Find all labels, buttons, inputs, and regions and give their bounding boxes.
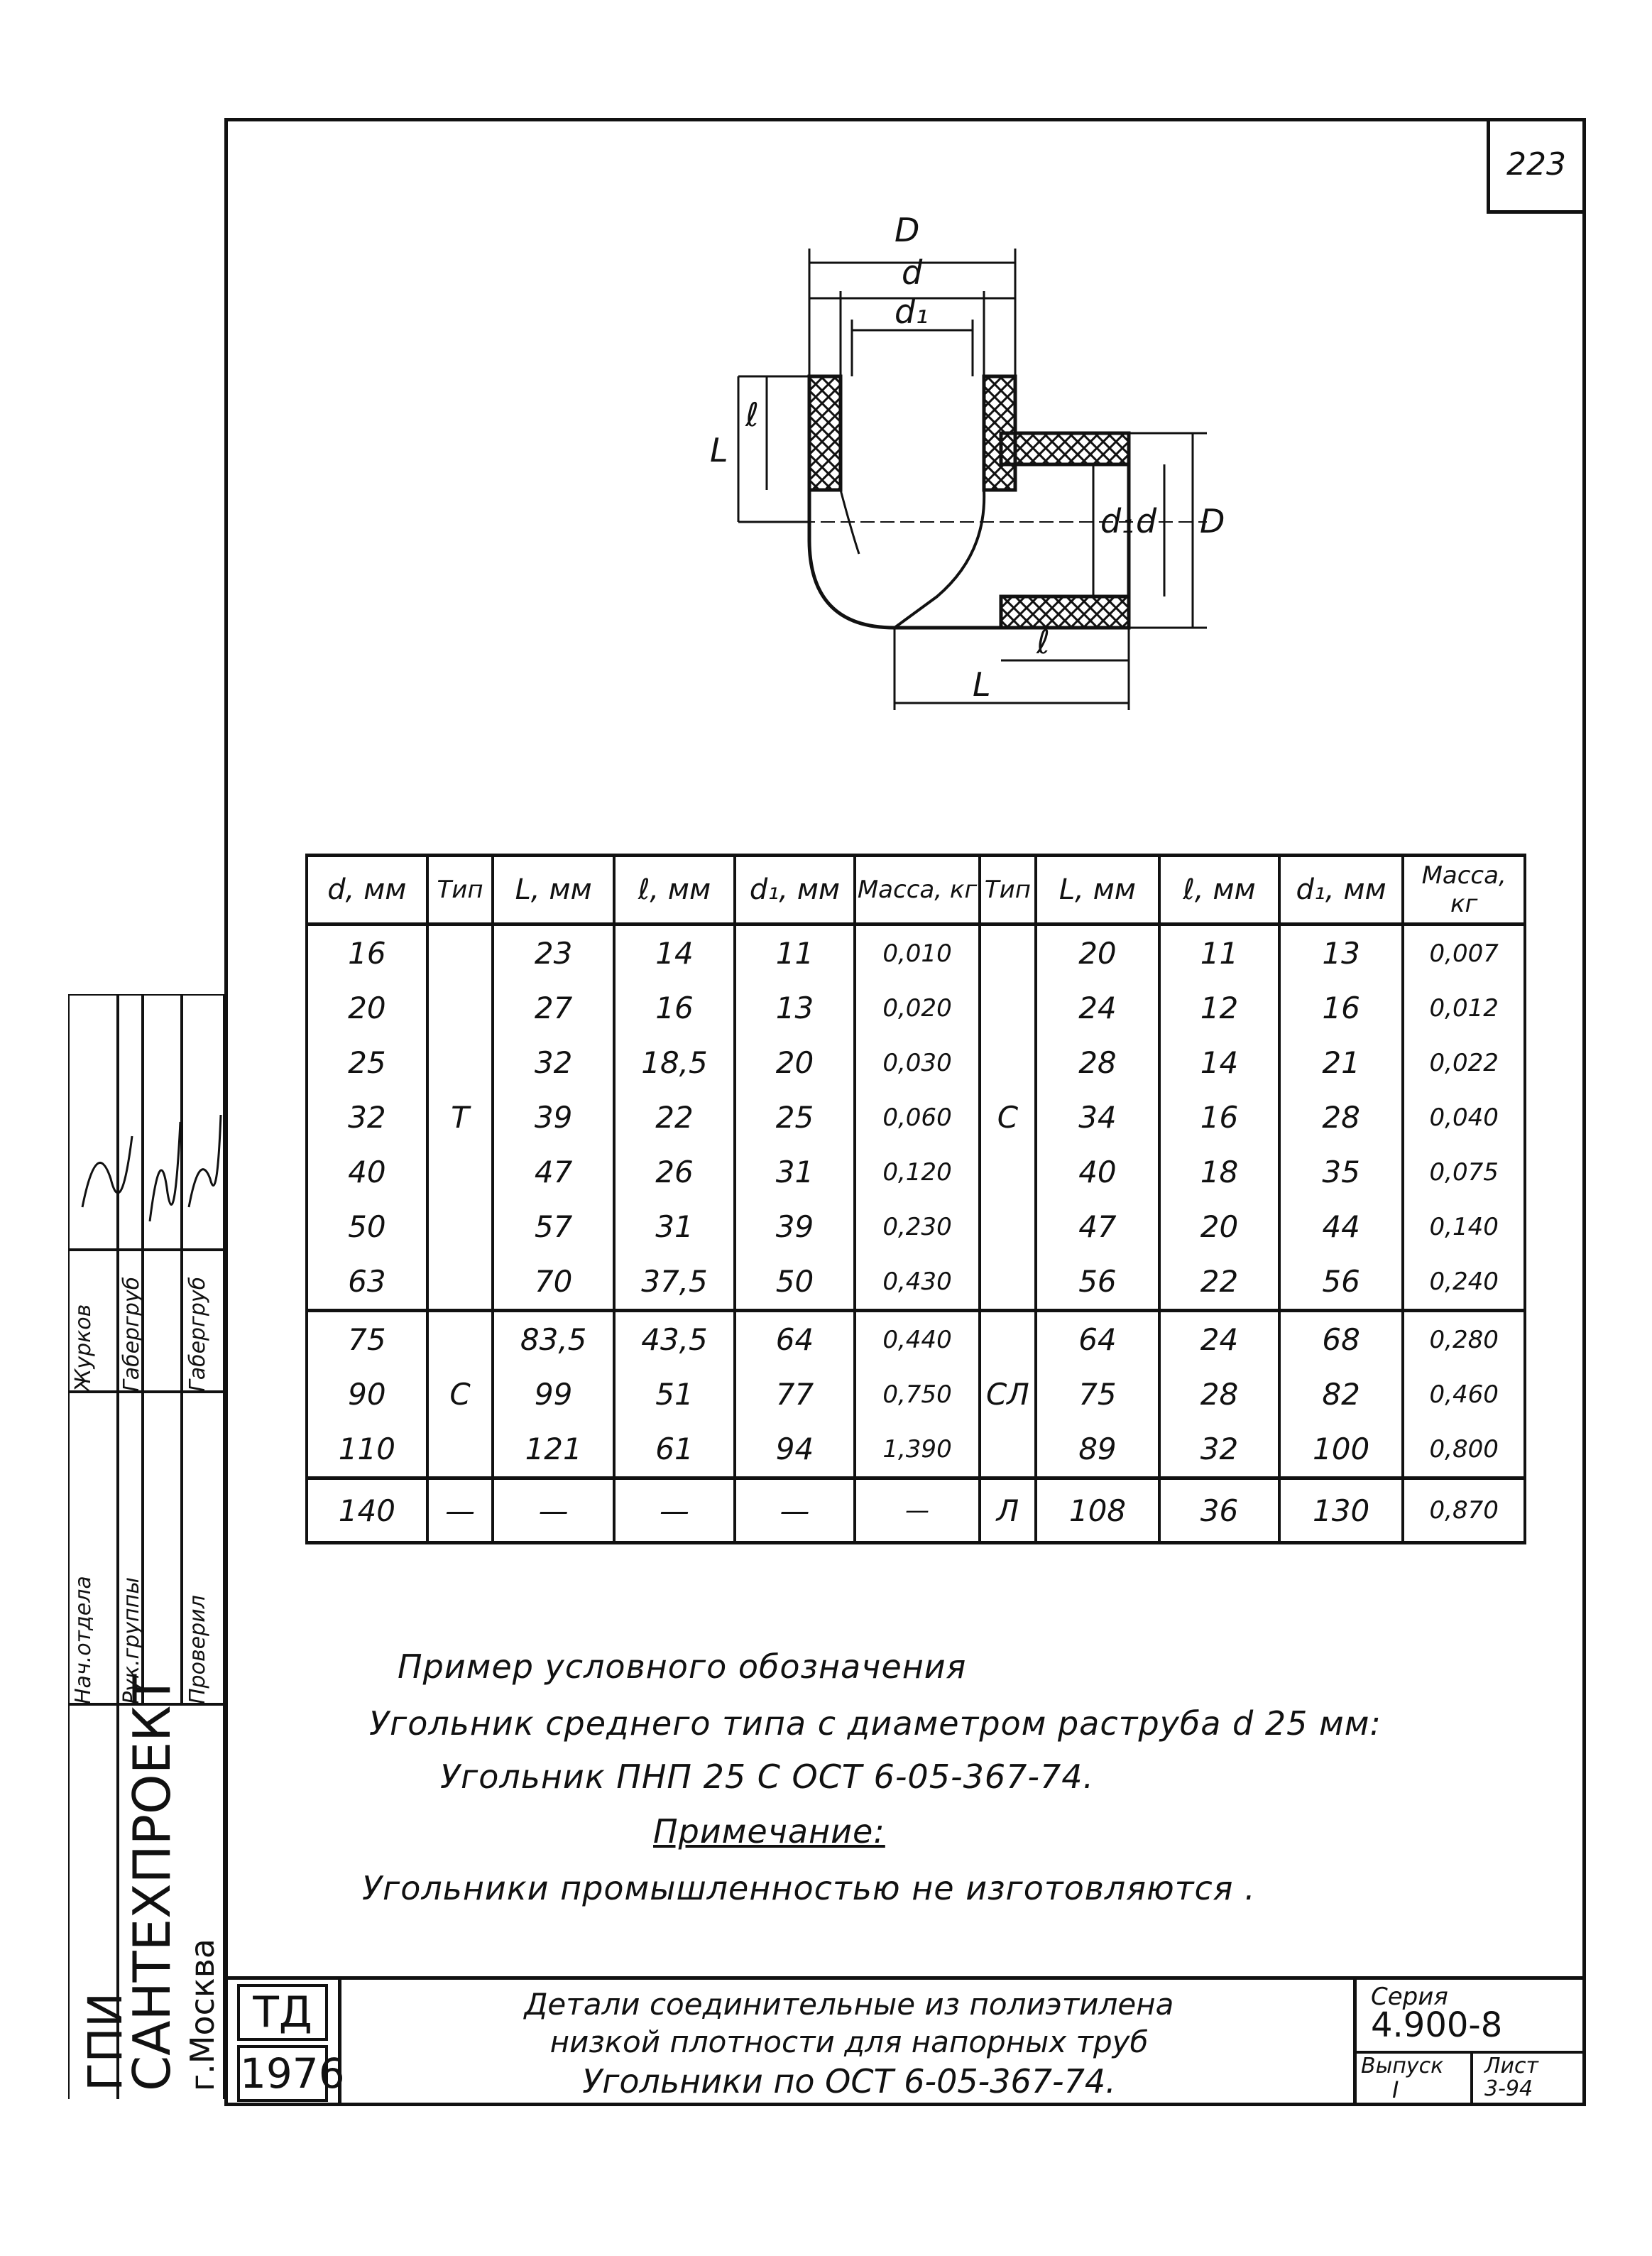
stamp-role-3: Проверил [185, 1595, 210, 1704]
table-cell [980, 1145, 1036, 1199]
label-d1-top: d₁ [895, 293, 929, 331]
table-cell: 21 [1279, 1035, 1403, 1090]
table-cell [980, 1035, 1036, 1090]
table-cell: — [855, 1478, 980, 1543]
table-cell: 99 [493, 1367, 613, 1422]
col-header: Масса, кг [855, 856, 980, 925]
table-cell [427, 925, 493, 981]
table-cell: 57 [493, 1199, 613, 1254]
table-cell: 23 [493, 925, 613, 981]
table-cell: 0,030 [855, 1035, 980, 1090]
table-cell: 82 [1279, 1367, 1403, 1422]
table-cell: 22 [1159, 1254, 1279, 1311]
table-cell: 1,390 [855, 1422, 980, 1478]
table-cell: 40 [1036, 1145, 1159, 1199]
table-cell [427, 1422, 493, 1478]
table-cell [980, 1199, 1036, 1254]
table-cell: 16 [307, 925, 427, 981]
table-cell: 0,120 [855, 1145, 980, 1199]
title-line-2: низкой плотности для напорных труб [549, 2025, 1149, 2059]
table-cell [980, 1422, 1036, 1478]
table-cell: 47 [1036, 1199, 1159, 1254]
table-cell [427, 1254, 493, 1311]
table-cell: 64 [1036, 1311, 1159, 1368]
table-cell: 90 [307, 1367, 427, 1422]
series-value: 4.900-8 [1371, 2005, 1503, 2045]
stamp-org-3: г.Москва [183, 1939, 221, 2091]
table-row [307, 1035, 1525, 1090]
table-cell: 0,020 [855, 981, 980, 1035]
elbow-drawing [682, 199, 1264, 739]
table-cell: 28 [1036, 1035, 1159, 1090]
table-cell [427, 981, 493, 1035]
table-cell: 31 [735, 1145, 855, 1199]
col-header: Масса, кг [1403, 856, 1525, 925]
table-cell: 47 [493, 1145, 613, 1199]
table-cell: 0,010 [855, 925, 980, 981]
table-row [307, 1478, 1525, 1543]
table-cell: 0,140 [1403, 1199, 1525, 1254]
table-cell: Л [980, 1478, 1036, 1543]
table-cell: 130 [1279, 1478, 1403, 1543]
table-cell: 39 [735, 1199, 855, 1254]
table-header-row [307, 856, 1525, 925]
series-label: Серия [1371, 1983, 1448, 2011]
table-cell [980, 981, 1036, 1035]
example-title: Пример условного обозначения [398, 1647, 967, 1686]
table-cell: 16 [1279, 981, 1403, 1035]
right-socket-top-wall [1001, 433, 1129, 464]
col-header: d₁, мм [1279, 856, 1403, 925]
table-cell: 0,240 [1403, 1254, 1525, 1311]
table-cell: СЛ [980, 1367, 1036, 1422]
table-cell: 0,007 [1403, 925, 1525, 981]
table-cell: 13 [735, 981, 855, 1035]
title-block [224, 1976, 1582, 2106]
table-cell [980, 1311, 1036, 1368]
td-cell [224, 1980, 345, 2106]
label-D-right: D [1200, 502, 1225, 540]
table-cell [980, 925, 1036, 981]
table-cell: 11 [735, 925, 855, 981]
table-cell: — [614, 1478, 735, 1543]
col-header: Тип [980, 856, 1036, 925]
table-cell: 94 [735, 1422, 855, 1478]
table-cell: 51 [614, 1367, 735, 1422]
table-cell: 100 [1279, 1422, 1403, 1478]
table-cell: 89 [1036, 1422, 1159, 1478]
table-cell: 0,870 [1403, 1478, 1525, 1543]
stamp-org-2: САНТЕХПРОЕКТ [122, 1674, 182, 2091]
table-cell: 0,075 [1403, 1145, 1525, 1199]
table-cell: 108 [1036, 1478, 1159, 1543]
table-cell: 44 [1279, 1199, 1403, 1254]
example-line-1: Угольник среднего типа с диаметром раструба d 25 мм: [369, 1704, 1382, 1743]
table-cell: 63 [307, 1254, 427, 1311]
table-cell: 31 [614, 1199, 735, 1254]
dimensions-table [305, 854, 1526, 1544]
table-cell: 26 [614, 1145, 735, 1199]
table-cell: С [427, 1367, 493, 1422]
table-cell: 12 [1159, 981, 1279, 1035]
table-cell: 110 [307, 1422, 427, 1478]
table-cell: 13 [1279, 925, 1403, 981]
table-row [307, 1311, 1525, 1368]
table-row [307, 1090, 1525, 1145]
table-row [307, 1199, 1525, 1254]
sheet-label: Лист [1484, 2054, 1539, 2078]
td-mark: ТД [237, 1984, 328, 2041]
table-cell: — [493, 1478, 613, 1543]
table-cell: 25 [735, 1090, 855, 1145]
label-l-bottom: ℓ [1036, 623, 1051, 661]
table-cell: 20 [735, 1035, 855, 1090]
table-cell: 70 [493, 1254, 613, 1311]
table-cell: С [980, 1090, 1036, 1145]
table-cell [427, 1145, 493, 1199]
table-cell: 0,060 [855, 1090, 980, 1145]
table-cell: 16 [614, 981, 735, 1035]
table-cell: 0,800 [1403, 1422, 1525, 1478]
table-cell: 36 [1159, 1478, 1279, 1543]
sheet-value: 3-94 [1484, 2076, 1533, 2101]
table-cell [427, 1199, 493, 1254]
table-row [307, 981, 1525, 1035]
example-line-2: Угольник ПНП 25 С ОСТ 6-05-367-74. [440, 1758, 1095, 1796]
page-number: 223 [1487, 118, 1582, 214]
table-cell [427, 1035, 493, 1090]
label-D-top: D [895, 211, 920, 249]
table-cell: 83,5 [493, 1311, 613, 1368]
right-socket-bottom-wall [1001, 596, 1129, 628]
table-cell: 0,280 [1403, 1311, 1525, 1368]
table-cell: 16 [1159, 1090, 1279, 1145]
table-cell: 40 [307, 1145, 427, 1199]
label-L-left: L [710, 431, 728, 469]
col-header: d₁, мм [735, 856, 855, 925]
table-cell: 18,5 [614, 1035, 735, 1090]
table-cell: 25 [307, 1035, 427, 1090]
table-cell: 0,012 [1403, 981, 1525, 1035]
stamp-name-3: Габергруб [185, 1276, 210, 1392]
title-cell [338, 1980, 1357, 2106]
table-row [307, 1145, 1525, 1199]
table-cell [980, 1254, 1036, 1311]
table-cell: 32 [493, 1035, 613, 1090]
col-header: d, мм [307, 856, 427, 925]
table-cell: 14 [1159, 1035, 1279, 1090]
table-cell: 0,022 [1403, 1035, 1525, 1090]
col-header: ℓ, мм [614, 856, 735, 925]
table-cell: 77 [735, 1367, 855, 1422]
title-line-1: Детали соединительные из полиэтилена [524, 1987, 1174, 2022]
table-cell: 56 [1279, 1254, 1403, 1311]
col-header: L, мм [493, 856, 613, 925]
table-cell: 32 [307, 1090, 427, 1145]
col-header: Тип [427, 856, 493, 925]
table-cell: 28 [1159, 1367, 1279, 1422]
table-cell [427, 1311, 493, 1368]
top-socket-left-wall [809, 376, 841, 490]
table-cell: 0,750 [855, 1367, 980, 1422]
table-cell: 43,5 [614, 1311, 735, 1368]
table-cell: 14 [614, 925, 735, 981]
table-cell: 24 [1159, 1311, 1279, 1368]
issue-value: I [1392, 2076, 1399, 2103]
table-cell: 0,440 [855, 1311, 980, 1368]
remark-text: Угольники промышленностью не изготовляются . [362, 1869, 1256, 1907]
table-cell: 121 [493, 1422, 613, 1478]
table-cell: 68 [1279, 1311, 1403, 1368]
stamp-org-1: ГПИ [78, 1992, 133, 2091]
table-cell: 75 [307, 1311, 427, 1368]
table-cell: 0,460 [1403, 1367, 1525, 1422]
col-header: L, мм [1036, 856, 1159, 925]
col-header: ℓ, мм [1159, 856, 1279, 925]
label-L-bottom: L [973, 665, 991, 704]
label-d-top: d [902, 254, 923, 292]
table-cell: 20 [307, 981, 427, 1035]
table-cell: 35 [1279, 1145, 1403, 1199]
year-mark: 1976 [237, 2045, 328, 2102]
table-cell: 50 [307, 1199, 427, 1254]
table-cell: 56 [1036, 1254, 1159, 1311]
table-cell: 0,230 [855, 1199, 980, 1254]
series-cell [1353, 1980, 1586, 2106]
table-cell: 61 [614, 1422, 735, 1478]
table-cell: 24 [1036, 981, 1159, 1035]
table-cell: 32 [1159, 1422, 1279, 1478]
remark-title: Примечание: [653, 1812, 885, 1851]
stamp-role-2: Рук.группы [119, 1577, 144, 1704]
table-cell: 75 [1036, 1367, 1159, 1422]
table-cell: 39 [493, 1090, 613, 1145]
stamp-name-1: Журков [71, 1304, 96, 1392]
table-cell: 50 [735, 1254, 855, 1311]
label-l-left: ℓ [745, 396, 760, 434]
table-cell: 20 [1036, 925, 1159, 981]
table-cell: 28 [1279, 1090, 1403, 1145]
table-cell: 18 [1159, 1145, 1279, 1199]
table-row [307, 1367, 1525, 1422]
table-cell: Т [427, 1090, 493, 1145]
table-cell: 0,430 [855, 1254, 980, 1311]
issue-label: Выпуск [1361, 2054, 1444, 2078]
label-d1-right: d₁ [1100, 502, 1134, 540]
table-cell: — [735, 1478, 855, 1543]
table-cell: 34 [1036, 1090, 1159, 1145]
table-cell: 140 [307, 1478, 427, 1543]
table-cell: 37,5 [614, 1254, 735, 1311]
table-cell: 11 [1159, 925, 1279, 981]
table-cell: — [427, 1478, 493, 1543]
table-cell: 0,040 [1403, 1090, 1525, 1145]
stamp-role-1: Нач.отдела [71, 1576, 96, 1704]
stamp-name-2: Габергруб [119, 1276, 144, 1392]
label-d-right: d [1136, 502, 1157, 540]
table-row [307, 1254, 1525, 1311]
table-cell: 22 [614, 1090, 735, 1145]
table-cell: 64 [735, 1311, 855, 1368]
table-row [307, 925, 1525, 981]
title-line-3: Угольники по ОСТ 6-05-367-74. [582, 2062, 1116, 2100]
table-row [307, 1422, 1525, 1478]
table-cell: 27 [493, 981, 613, 1035]
table-cell: 20 [1159, 1199, 1279, 1254]
